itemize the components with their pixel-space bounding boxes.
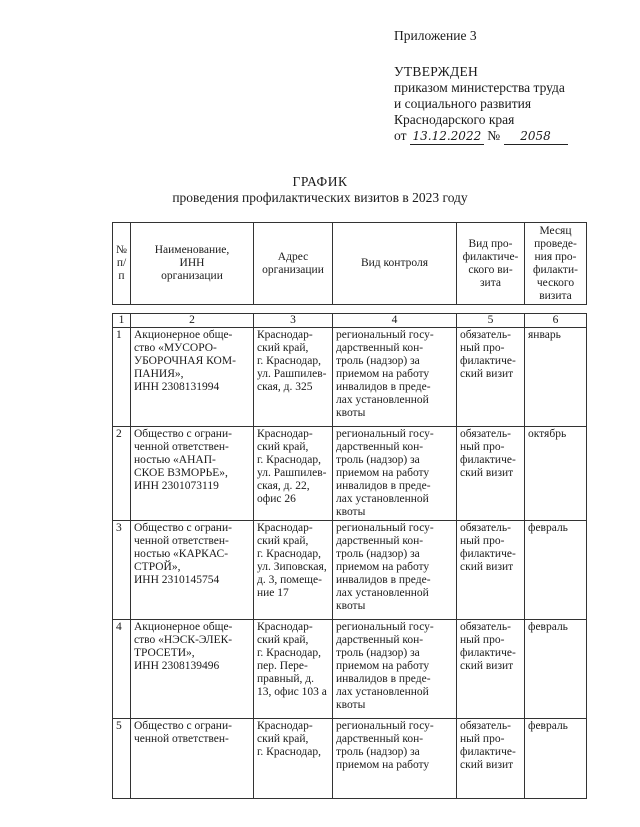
date-prefix: от bbox=[394, 128, 407, 143]
control-type-cell: региональный госу- дарственный кон- троль (надзор) за приемом на работу bbox=[333, 719, 457, 799]
visit-type-cell: обязатель- ный про- филактиче- ский визит bbox=[457, 620, 525, 719]
approval-block bbox=[394, 28, 624, 145]
column-number-cell: 4 bbox=[333, 314, 457, 328]
header-row bbox=[113, 223, 587, 305]
table-row bbox=[113, 521, 587, 620]
address-cell: Краснодар- ский край, г. Краснодар, bbox=[254, 719, 333, 799]
header-cell: № п/п bbox=[113, 223, 131, 305]
order-date-number bbox=[394, 128, 624, 145]
column-number-cell: 3 bbox=[254, 314, 333, 328]
handwritten-date: 13.12.2022 bbox=[410, 128, 484, 145]
approval-line-3: Краснодарского края bbox=[394, 112, 515, 127]
table-row bbox=[113, 719, 587, 799]
column-number-row bbox=[113, 314, 587, 328]
address-cell: Краснодар- ский край, г. Краснодар, ул. Рашпилев- ская, д. 22, офис 26 bbox=[254, 427, 333, 521]
approval-line-2: и социального развития bbox=[394, 96, 532, 111]
month-cell: февраль bbox=[525, 719, 587, 799]
address-cell: Краснодар- ский край, г. Краснодар, пер. Пере- правный, д. 13, офис 103 а bbox=[254, 620, 333, 719]
column-number-cell: 5 bbox=[457, 314, 525, 328]
row-number-cell: 2 bbox=[113, 427, 131, 521]
control-type-cell: региональный госу- дарственный кон- троль (надзор) за приемом на работу инвалидов в преде- лах установленной квоты bbox=[333, 328, 457, 427]
schedule-table bbox=[112, 313, 587, 799]
row-number-cell: 4 bbox=[113, 620, 131, 719]
organization-cell: Акционерное обще- ство «МУСОРО- УБОРОЧНАЯ КОМ- ПАНИЯ», ИНН 2308131994 bbox=[131, 328, 254, 427]
month-cell: январь bbox=[525, 328, 587, 427]
column-number-cell: 2 bbox=[131, 314, 254, 328]
header-cell: Адрес организации bbox=[254, 223, 333, 305]
organization-cell: Акционерное обще- ство «НЭСК-ЭЛЕК- ТРОСЕТИ», ИНН 2308139496 bbox=[131, 620, 254, 719]
control-type-cell: региональный госу- дарственный кон- троль (надзор) за приемом на работу инвалидов в преде- лах установленной квоты bbox=[333, 620, 457, 719]
row-number-cell: 1 bbox=[113, 328, 131, 427]
table-row bbox=[113, 328, 587, 427]
visit-type-cell: обязатель- ный про- филактиче- ский визит bbox=[457, 328, 525, 427]
header-cell: Вид про- филактиче- ского ви- зита bbox=[457, 223, 525, 305]
document-subtitle: проведения профилактических визитов в 2023 году bbox=[172, 190, 468, 205]
organization-cell: Общество с ограни- ченной ответствен- ностью «АНАП- СКОЕ ВЗМОРЬЕ», ИНН 2301073119 bbox=[131, 427, 254, 521]
organization-cell: Общество с ограни- ченной ответствен- bbox=[131, 719, 254, 799]
visit-type-cell: обязатель- ный про- филактиче- ский визит bbox=[457, 427, 525, 521]
column-number-cell: 6 bbox=[525, 314, 587, 328]
row-number-cell: 5 bbox=[113, 719, 131, 799]
month-cell: октябрь bbox=[525, 427, 587, 521]
table-row bbox=[113, 620, 587, 719]
address-cell: Краснодар- ский край, г. Краснодар, ул. Зиповская, д. 3, помеще- ние 17 bbox=[254, 521, 333, 620]
control-type-cell: региональный госу- дарственный кон- троль (надзор) за приемом на работу инвалидов в преде- лах установленной квоты bbox=[333, 521, 457, 620]
handwritten-number: 2058 bbox=[504, 128, 568, 145]
control-type-cell: региональный госу- дарственный кон- троль (надзор) за приемом на работу инвалидов в преде- лах установленной квоты bbox=[333, 427, 457, 521]
approval-line-1: приказом министерства труда bbox=[394, 80, 565, 95]
header-cell: Вид контроля bbox=[333, 223, 457, 305]
address-cell: Краснодар- ский край, г. Краснодар, ул. Рашпилев- ская, д. 325 bbox=[254, 328, 333, 427]
number-prefix: № bbox=[487, 128, 501, 143]
column-number-cell: 1 bbox=[113, 314, 131, 328]
visit-type-cell: обязатель- ный про- филактиче- ский визит bbox=[457, 521, 525, 620]
visit-type-cell: обязатель- ный про- филактиче- ский визит bbox=[457, 719, 525, 799]
organization-cell: Общество с ограни- ченной ответствен- ностью «КАРКАС- СТРОЙ», ИНН 2310145754 bbox=[131, 521, 254, 620]
approved-label: УТВЕРЖДЕН bbox=[394, 64, 479, 79]
header-cell: Наименование, ИНН организации bbox=[131, 223, 254, 305]
row-number-cell: 3 bbox=[113, 521, 131, 620]
schedule-header-table bbox=[112, 222, 587, 305]
table-row bbox=[113, 427, 587, 521]
document-title: ГРАФИК bbox=[292, 174, 348, 189]
header-cell: Месяц проведе- ния про- филакти- ческого визита bbox=[525, 223, 587, 305]
month-cell: февраль bbox=[525, 620, 587, 719]
appendix-label: Приложение 3 bbox=[394, 28, 477, 43]
month-cell: февраль bbox=[525, 521, 587, 620]
